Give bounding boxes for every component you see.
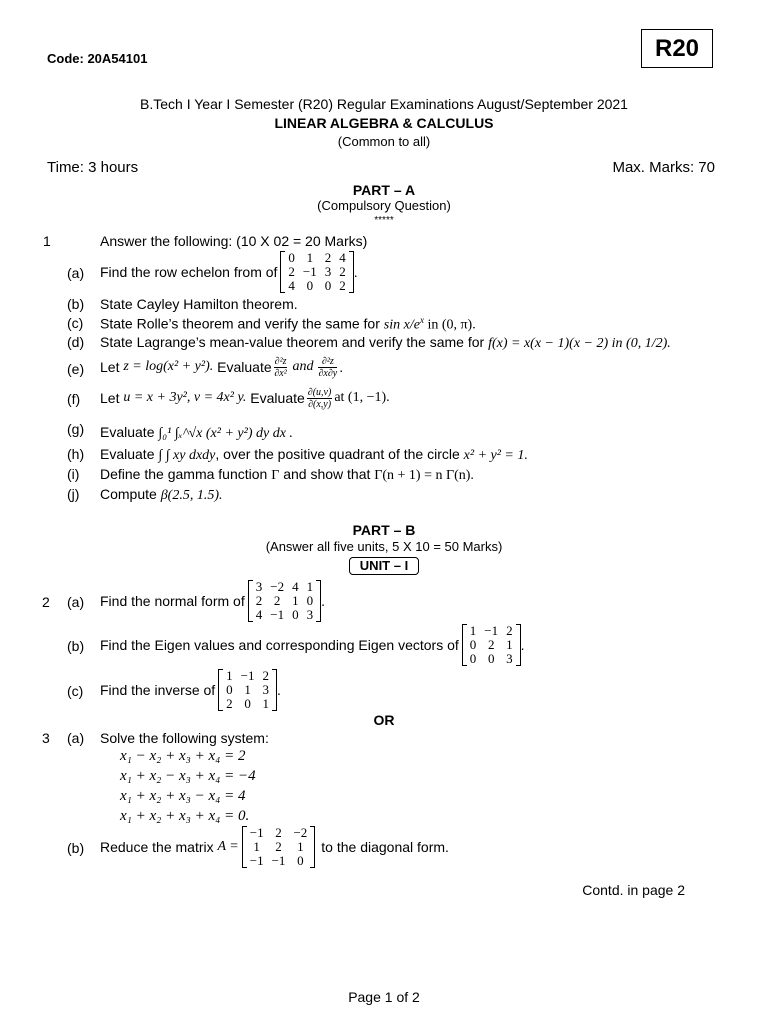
question-text: State Rolle’s theorem and verify the same for (100, 315, 380, 332)
max-marks-label: Max. Marks: 70 (612, 159, 715, 176)
question-text: Evaluate (217, 359, 272, 375)
matrix-column (266, 580, 288, 622)
math-expression: u = x + 3y², v = 4x² y. (123, 390, 247, 405)
time-label: Time: 3 hours (47, 159, 139, 176)
matrix-cell: 2 (487, 637, 495, 652)
matrix-column (284, 251, 299, 293)
partial-fraction: $\frac{\text{∂²z}}{\partial x\partial y}$ (318, 355, 338, 379)
question-1a: Find the row echelon from of 0 2 4 1 −1 0 2 3 0 4 2 2 . (100, 250, 358, 293)
equation: x₁ + x₂ + x₃ − x₄ = 4 (120, 788, 246, 804)
matrix-column (321, 251, 336, 293)
matrix-column (480, 624, 502, 666)
matrix-column (259, 669, 274, 711)
math-expression: β(2.5, 1.5). (160, 488, 223, 503)
matrix-column (502, 624, 517, 666)
question-text: Let (100, 390, 120, 406)
matrix-cell: 2 (275, 839, 282, 854)
matrix-cell: 0 (469, 651, 477, 666)
math-expression: ∫ ∫ xy dxdy (158, 448, 216, 463)
question-1g (100, 424, 293, 442)
matrix-cell: −1 (249, 825, 264, 840)
matrix-cell: −1 (249, 853, 264, 868)
unit-heading (0, 557, 768, 575)
item-label: (f) (67, 391, 81, 407)
question-1f (100, 382, 390, 414)
matrix-cell: −1 (271, 853, 286, 868)
part-a-title: PART – A (352, 182, 416, 198)
question-2c: Find the inverse of 1 0 2 −1 1 0 2 3 1 . (100, 668, 281, 711)
matrix-cell: 0 (306, 278, 314, 293)
item-label: (c) (67, 315, 84, 331)
matrix-cell: 0 (226, 682, 233, 697)
matrix-column (268, 826, 290, 868)
matrix-cell: 3 (506, 651, 513, 666)
matrix-cell: 2 (288, 264, 295, 279)
matrix-cell: 0 (324, 278, 332, 293)
item-label: (j) (67, 486, 80, 502)
math-expression: f(x) = x(x − 1)(x − 2) in (0, 1/2). (488, 336, 671, 351)
matrix-cell: 3 (255, 579, 263, 594)
matrix-cell: 2 (324, 250, 332, 265)
matrix-column (466, 624, 481, 666)
question-text: to the diagonal form. (321, 839, 449, 855)
common-note: (Common to all) (337, 134, 431, 149)
math-expression: sin x/e (383, 317, 420, 333)
exam-title: B.Tech I Year I Semester (R20) Regular Examinations August/September 2021 (140, 96, 628, 112)
matrix (248, 580, 321, 622)
unit-label: UNIT – I (349, 557, 419, 575)
matrix-cell: 0 (292, 607, 299, 622)
question-text: Find the inverse of (100, 682, 216, 698)
matrix-column (237, 669, 259, 711)
matrix-column (246, 826, 268, 868)
matrix-column (303, 580, 318, 622)
item-label: (i) (67, 466, 80, 482)
item-label: (a) (67, 594, 85, 610)
question-text: Find the row echelon from of (100, 264, 278, 280)
item-label: (c) (67, 683, 84, 699)
item-label: (b) (67, 296, 85, 312)
question-text: Find the Eigen values and corresponding Eigen vectors of (100, 637, 459, 653)
item-label: (h) (67, 446, 85, 462)
matrix-cell: 1 (297, 839, 304, 854)
item-label: (d) (67, 334, 85, 350)
question-text: Compute (100, 486, 157, 502)
equation: x₁ + x₂ − x₃ + x₄ = −4 (120, 768, 256, 784)
matrix-cell: −2 (270, 579, 285, 594)
matrix-cell: 3 (262, 682, 270, 697)
or-separator: OR (373, 712, 395, 728)
part-b-subtitle: (Answer all five units, 5 X 10 = 50 Marks) (265, 539, 503, 554)
item-label: (a) (67, 730, 85, 746)
page-number: Page 1 of 2 (348, 989, 420, 1005)
matrix-cell: −1 (270, 607, 285, 622)
question-text: Evaluate (100, 424, 155, 440)
question-number: 2 (42, 594, 50, 610)
matrix-cell: 0 (288, 250, 295, 265)
regulation-box: R20 (641, 29, 713, 68)
equation: x₁ − x₂ + x₃ + x₄ = 2 (120, 748, 246, 764)
matrix-cell: 1 (253, 839, 260, 854)
matrix-column (252, 580, 267, 622)
matrix-cell: 2 (273, 593, 281, 608)
matrix-cell: 2 (339, 264, 346, 279)
item-label: (a) (67, 265, 85, 281)
matrix (218, 669, 277, 711)
matrix-cell: 1 (226, 668, 233, 683)
matrix-column (299, 251, 321, 293)
matrix (280, 251, 353, 293)
matrix-cell: 2 (506, 623, 513, 638)
question-text: Evaluate (100, 446, 155, 462)
question-text: Define the gamma function (100, 466, 268, 482)
question-text: Let (100, 359, 120, 375)
math-expression: Γ(n + 1) = n Γ(n). (374, 468, 474, 483)
matrix-cell: 4 (339, 250, 346, 265)
question-3b (100, 825, 449, 869)
matrix-cell: 0 (469, 637, 477, 652)
matrix-cell: 1 (244, 682, 251, 697)
question-1c (100, 315, 476, 334)
matrix-cell: 2 (226, 696, 233, 711)
matrix-cell: 2 (255, 593, 263, 608)
matrix-cell: −1 (302, 264, 317, 279)
matrix-cell: 3 (324, 264, 332, 279)
matrix (462, 624, 521, 666)
matrix-cell: 1 (469, 623, 477, 638)
matrix-cell: 2 (339, 278, 346, 293)
question-1d (100, 334, 671, 352)
item-label: (e) (67, 361, 85, 377)
math-expression: ∫₀¹ ∫ₓ^√x (x² + y²) dy dx . (158, 426, 293, 441)
question-2b: Find the Eigen values and corresponding Eigen vectors of 1 0 0 −1 2 0 2 1 3 . (100, 623, 525, 666)
equation: x₁ + x₂ + x₃ + x₄ = 0. (120, 808, 250, 824)
matrix-column (288, 580, 303, 622)
jacobian-fraction: $\frac{\partial(u,v)}{\partial(x,y)}$ (307, 386, 332, 410)
matrix-cell: 2 (275, 825, 282, 840)
question-text: Find the normal form of (100, 593, 245, 609)
item-label: (g) (67, 421, 85, 437)
math-tail: in (0, π). (423, 317, 476, 333)
part-a-instruction: Answer the following: (10 X 02 = 20 Marks) (100, 233, 368, 249)
math-tail: at (1, −1). (334, 390, 390, 405)
exam-code: Code: 20A54101 (47, 51, 148, 66)
matrix-cell: 1 (306, 579, 314, 594)
matrix-cell: 2 (262, 668, 270, 683)
matrix-cell: 0 (487, 651, 495, 666)
matrix (242, 826, 316, 868)
matrix-cell: 4 (255, 607, 263, 622)
subject-title: LINEAR ALGEBRA & CALCULUS (274, 115, 494, 131)
math-expression: x² + y² = 1. (463, 448, 528, 463)
question-number: 3 (42, 730, 50, 746)
matrix-cell: 0 (244, 696, 251, 711)
matrix-cell: 1 (262, 696, 270, 711)
part-b-title: PART – B (352, 522, 416, 538)
question-1i (100, 466, 474, 484)
math-superscript: x (419, 315, 424, 325)
question-text: Evaluate (250, 390, 305, 406)
matrix-column (335, 251, 350, 293)
math-expression: A = (217, 839, 239, 854)
item-label: (b) (67, 840, 85, 856)
question-1b: State Cayley Hamilton theorem. (100, 296, 298, 312)
math-and: and (292, 359, 314, 374)
question-1e: Let z = log(x² + y²). Evaluate $\frac{\text{∂²z}}{\text{∂x²}}$ and $\frac{\text{∂²z}}{\partial x\partial y}$ . (100, 355, 344, 379)
math-expression: Γ (271, 468, 280, 483)
question-text: and show that (283, 466, 371, 482)
math-expression: z = log(x² + y²). (123, 359, 214, 374)
matrix-cell: −2 (293, 825, 308, 840)
question-text: Reduce the matrix (100, 839, 214, 855)
question-1h (100, 446, 528, 464)
part-a-stars: ***** (374, 215, 394, 226)
matrix-cell: 4 (288, 278, 295, 293)
question-text: , over the positive quadrant of the circle (215, 446, 460, 462)
matrix-cell: 3 (306, 607, 314, 622)
continued-note: Contd. in page 2 (582, 882, 685, 898)
question-number: 1 (43, 233, 51, 249)
question-2a: Find the normal form of 3 2 4 −2 2 −1 4 1 0 1 0 3 . (100, 579, 325, 622)
matrix-column (289, 826, 311, 868)
matrix-cell: −1 (240, 668, 255, 683)
matrix-cell: 1 (506, 637, 513, 652)
item-label: (b) (67, 638, 85, 654)
matrix-cell: 0 (297, 853, 304, 868)
question-1j (100, 486, 223, 504)
matrix-cell: −1 (484, 623, 499, 638)
matrix-column (222, 669, 237, 711)
question-3a: Solve the following system: (100, 730, 269, 746)
partial-fraction: $\frac{\text{∂²z}}{\text{∂x²}}$ (274, 355, 287, 379)
matrix-cell: 4 (292, 579, 299, 594)
matrix-cell: 1 (306, 250, 314, 265)
question-text: State Lagrange’s mean-value theorem and verify the same for (100, 334, 485, 350)
matrix-cell: 1 (292, 593, 299, 608)
matrix-cell: 0 (306, 593, 314, 608)
part-a-subtitle: (Compulsory Question) (317, 198, 451, 213)
